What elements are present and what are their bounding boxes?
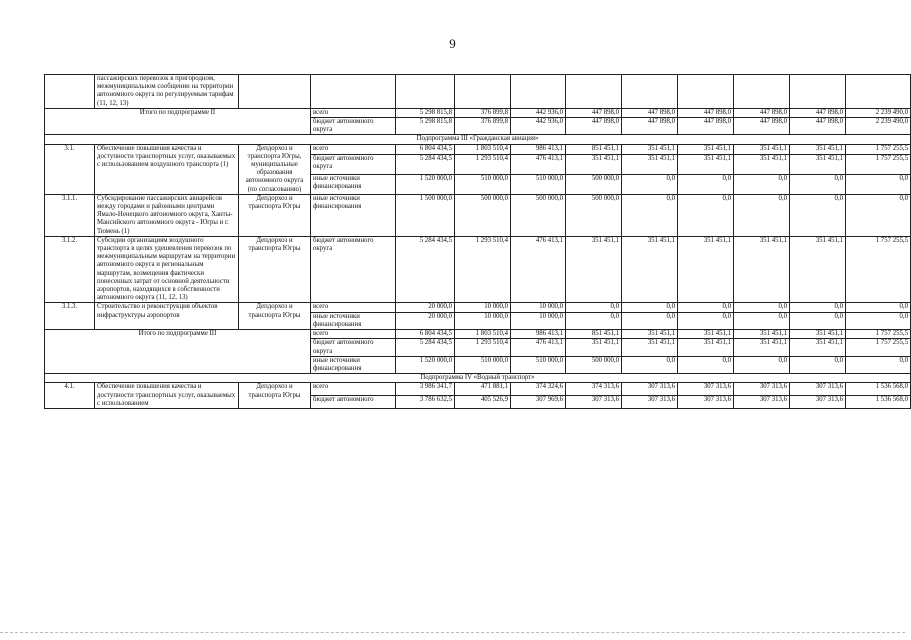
amount-cell: 510 000,0 bbox=[455, 174, 511, 194]
amount-cell: 2 239 490,0 bbox=[846, 108, 911, 117]
funding-source bbox=[311, 75, 396, 109]
amount-cell: 1 520 000,0 bbox=[396, 174, 455, 194]
funding-source: всего bbox=[311, 383, 396, 396]
item-description: Обеспечение повышения качества и доступности транспортных услуг, оказываемых с использованием воздушного транспорта (1) bbox=[95, 144, 239, 194]
amount-cell: 351 451,1 bbox=[678, 236, 734, 303]
amount-cell bbox=[678, 75, 734, 109]
funding-source: бюджет автономного bbox=[311, 396, 396, 409]
amount-cell: 5 298 815,8 bbox=[396, 118, 455, 135]
amount-cell: 351 451,1 bbox=[734, 236, 790, 303]
amount-cell: 0,0 bbox=[734, 194, 790, 236]
amount-cell: 447 898,0 bbox=[622, 118, 678, 135]
section-title: Подпрограмма IV «Водный транспорт» bbox=[45, 374, 911, 383]
amount-cell: 3 786 632,5 bbox=[396, 396, 455, 409]
amount-cell: 0,0 bbox=[622, 312, 678, 329]
amount-cell: 0,0 bbox=[790, 174, 846, 194]
amount-cell: 0,0 bbox=[678, 356, 734, 373]
amount-cell: 510 000,0 bbox=[511, 356, 566, 373]
amount-cell: 447 898,0 bbox=[734, 118, 790, 135]
funding-source: бюджет автономного округа bbox=[311, 236, 396, 303]
amount-cell: 0,0 bbox=[846, 174, 911, 194]
amount-cell: 307 313,6 bbox=[622, 396, 678, 409]
amount-cell: 351 451,1 bbox=[678, 144, 734, 155]
amount-cell: 1 757 255,5 bbox=[846, 144, 911, 155]
amount-cell: 10 000,0 bbox=[511, 303, 566, 312]
amount-cell: 986 413,1 bbox=[511, 330, 566, 339]
amount-cell: 447 898,0 bbox=[566, 118, 622, 135]
amount-cell: 0,0 bbox=[790, 356, 846, 373]
amount-cell: 307 313,6 bbox=[678, 383, 734, 396]
amount-cell: 20 000,0 bbox=[396, 303, 455, 312]
amount-cell: 510 000,0 bbox=[511, 174, 566, 194]
amount-cell: 0,0 bbox=[622, 194, 678, 236]
amount-cell: 0,0 bbox=[566, 312, 622, 329]
funding-source: всего bbox=[311, 303, 396, 312]
funding-source: всего bbox=[311, 144, 396, 155]
amount-cell: 1 803 510,4 bbox=[455, 330, 511, 339]
funding-source: бюджет автономного округа bbox=[311, 155, 396, 175]
amount-cell: 0,0 bbox=[790, 303, 846, 312]
amount-cell: 351 451,1 bbox=[678, 330, 734, 339]
amount-cell: 1 500 000,0 bbox=[396, 194, 455, 236]
amount-cell: 447 898,0 bbox=[790, 108, 846, 117]
amount-cell: 1 757 255,5 bbox=[846, 155, 911, 175]
amount-cell: 1 803 510,4 bbox=[455, 144, 511, 155]
item-number: 3.1.2. bbox=[45, 236, 95, 303]
funding-source: всего bbox=[311, 108, 396, 117]
total-label: Итого по подпрограмме III bbox=[45, 330, 311, 374]
funding-source: иные источники финансирования bbox=[311, 356, 396, 373]
amount-cell: 307 313,6 bbox=[678, 396, 734, 409]
total-row bbox=[45, 330, 911, 339]
amount-cell bbox=[455, 75, 511, 109]
amount-cell: 1 293 510,4 bbox=[455, 236, 511, 303]
executor-cell bbox=[239, 75, 311, 109]
program-funding-table bbox=[44, 74, 911, 409]
amount-cell: 442 936,0 bbox=[511, 118, 566, 135]
section-row bbox=[45, 135, 911, 144]
section-row bbox=[45, 374, 911, 383]
amount-cell: 374 313,6 bbox=[566, 383, 622, 396]
amount-cell: 351 451,1 bbox=[622, 144, 678, 155]
amount-cell: 0,0 bbox=[734, 312, 790, 329]
amount-cell: 351 451,1 bbox=[734, 144, 790, 155]
amount-cell: 500 000,0 bbox=[566, 356, 622, 373]
amount-cell: 500 000,0 bbox=[511, 194, 566, 236]
table-row bbox=[45, 144, 911, 155]
amount-cell: 0,0 bbox=[678, 303, 734, 312]
amount-cell: 307 313,6 bbox=[790, 383, 846, 396]
funding-source: бюджет автономного округа bbox=[311, 118, 396, 135]
item-description: Строительство и реконструкция объектов инфраструктуры аэропортов bbox=[95, 303, 239, 330]
amount-cell: 351 451,1 bbox=[566, 155, 622, 175]
amount-cell: 2 239 490,0 bbox=[846, 118, 911, 135]
amount-cell bbox=[846, 75, 911, 109]
amount-cell: 351 451,1 bbox=[622, 155, 678, 175]
table-row bbox=[45, 236, 911, 303]
amount-cell: 0,0 bbox=[622, 356, 678, 373]
amount-cell: 5 298 815,8 bbox=[396, 108, 455, 117]
amount-cell bbox=[566, 75, 622, 109]
amount-cell: 307 313,6 bbox=[734, 396, 790, 409]
amount-cell: 351 451,1 bbox=[734, 330, 790, 339]
funding-source: всего bbox=[311, 330, 396, 339]
amount-cell: 307 313,6 bbox=[790, 396, 846, 409]
amount-cell: 0,0 bbox=[734, 356, 790, 373]
amount-cell bbox=[734, 75, 790, 109]
amount-cell: 307 969,6 bbox=[511, 396, 566, 409]
amount-cell: 1 536 568,0 bbox=[846, 396, 911, 409]
amount-cell: 0,0 bbox=[846, 356, 911, 373]
amount-cell: 5 284 434,5 bbox=[396, 339, 455, 356]
item-description: пассажирских перевозок в пригородном, межмуниципальном сообщении на территории автономного округа по регулируемым тарифам (11, 12, 13) bbox=[95, 75, 239, 109]
amount-cell: 0,0 bbox=[846, 312, 911, 329]
amount-cell bbox=[622, 75, 678, 109]
amount-cell: 986 413,1 bbox=[511, 144, 566, 155]
scan-edge-line bbox=[0, 632, 905, 633]
executor-cell: Депдорхоз и транспорта Югры bbox=[239, 383, 311, 409]
amount-cell: 307 313,6 bbox=[734, 383, 790, 396]
amount-cell: 351 451,1 bbox=[678, 339, 734, 356]
item-description: Обеспечение повышения качества и доступности транспортных услуг, оказываемых с использованием bbox=[95, 383, 239, 409]
item-number: 4.1. bbox=[45, 383, 95, 409]
amount-cell: 0,0 bbox=[566, 303, 622, 312]
amount-cell: 351 451,1 bbox=[734, 339, 790, 356]
total-label: Итого по подпрограмме II bbox=[45, 108, 311, 135]
amount-cell: 351 451,1 bbox=[790, 144, 846, 155]
amount-cell: 376 899,8 bbox=[455, 118, 511, 135]
amount-cell: 351 451,1 bbox=[790, 339, 846, 356]
funding-source: иные источники финансирования bbox=[311, 194, 396, 236]
amount-cell: 447 898,0 bbox=[678, 118, 734, 135]
amount-cell: 447 898,0 bbox=[678, 108, 734, 117]
amount-cell: 510 000,0 bbox=[455, 356, 511, 373]
funding-source: иные источники финансирования bbox=[311, 312, 396, 329]
amount-cell: 0,0 bbox=[790, 194, 846, 236]
amount-cell: 10 000,0 bbox=[455, 312, 511, 329]
amount-cell: 10 000,0 bbox=[511, 312, 566, 329]
executor-cell: Депдорхоз и транспорта Югры bbox=[239, 194, 311, 236]
table-row bbox=[45, 194, 911, 236]
amount-cell: 0,0 bbox=[734, 174, 790, 194]
amount-cell: 442 936,0 bbox=[511, 108, 566, 117]
amount-cell: 5 284 434,5 bbox=[396, 155, 455, 175]
amount-cell: 10 000,0 bbox=[455, 303, 511, 312]
amount-cell: 851 451,1 bbox=[566, 144, 622, 155]
amount-cell: 1 757 255,5 bbox=[846, 236, 911, 303]
amount-cell bbox=[511, 75, 566, 109]
amount-cell: 1 293 510,4 bbox=[455, 339, 511, 356]
amount-cell bbox=[790, 75, 846, 109]
page-number: 9 bbox=[449, 36, 456, 51]
amount-cell: 0,0 bbox=[678, 194, 734, 236]
amount-cell: 476 413,1 bbox=[511, 236, 566, 303]
amount-cell: 351 451,1 bbox=[734, 155, 790, 175]
amount-cell: 500 000,0 bbox=[455, 194, 511, 236]
amount-cell: 500 000,0 bbox=[566, 174, 622, 194]
amount-cell: 351 451,1 bbox=[566, 339, 622, 356]
amount-cell: 476 413,1 bbox=[511, 155, 566, 175]
amount-cell: 3 986 341,7 bbox=[396, 383, 455, 396]
amount-cell: 447 898,0 bbox=[734, 108, 790, 117]
amount-cell: 0,0 bbox=[622, 303, 678, 312]
amount-cell: 0,0 bbox=[678, 312, 734, 329]
amount-cell: 1 293 510,4 bbox=[455, 155, 511, 175]
amount-cell: 351 451,1 bbox=[622, 330, 678, 339]
amount-cell: 351 451,1 bbox=[678, 155, 734, 175]
item-number: 3.1. bbox=[45, 144, 95, 194]
amount-cell: 0,0 bbox=[734, 303, 790, 312]
amount-cell: 500 000,0 bbox=[566, 194, 622, 236]
amount-cell: 307 313,6 bbox=[622, 383, 678, 396]
amount-cell: 1 757 255,5 bbox=[846, 339, 911, 356]
amount-cell: 6 804 434,5 bbox=[396, 330, 455, 339]
table-row bbox=[45, 75, 911, 109]
amount-cell: 0,0 bbox=[846, 194, 911, 236]
executor-cell: Депдорхоз и транспорта Югры bbox=[239, 303, 311, 330]
item-number: 3.1.3. bbox=[45, 303, 95, 330]
amount-cell: 376 899,8 bbox=[455, 108, 511, 117]
amount-cell: 405 526,9 bbox=[455, 396, 511, 409]
amount-cell bbox=[396, 75, 455, 109]
amount-cell: 351 451,1 bbox=[566, 236, 622, 303]
amount-cell: 1 520 000,0 bbox=[396, 356, 455, 373]
amount-cell: 471 881,1 bbox=[455, 383, 511, 396]
amount-cell: 447 898,0 bbox=[790, 118, 846, 135]
section-title: Подпрограмма III «Гражданская авиация» bbox=[45, 135, 911, 144]
amount-cell: 0,0 bbox=[790, 312, 846, 329]
funding-source: иные источники финансирования bbox=[311, 174, 396, 194]
amount-cell: 476 413,1 bbox=[511, 339, 566, 356]
item-number bbox=[45, 75, 95, 109]
item-description: Субсидирование пассажирских авиарейсов между городами и районными центрами Ямало-Ненецкого автономного округа, Ханты-Мансийского автономного округа - Югры и г. Тюмень (1) bbox=[95, 194, 239, 236]
table-row bbox=[45, 303, 911, 312]
amount-cell: 351 451,1 bbox=[622, 339, 678, 356]
amount-cell: 447 898,0 bbox=[622, 108, 678, 117]
funding-source: бюджет автономного округа bbox=[311, 339, 396, 356]
amount-cell: 5 284 434,5 bbox=[396, 236, 455, 303]
amount-cell: 6 804 434,5 bbox=[396, 144, 455, 155]
amount-cell: 1 757 255,5 bbox=[846, 330, 911, 339]
amount-cell: 374 324,6 bbox=[511, 383, 566, 396]
amount-cell: 307 313,6 bbox=[566, 396, 622, 409]
table-row bbox=[45, 383, 911, 396]
item-description: Субсидии организациям воздушного транспорта в целях удешевления перевозок по межмуниципальным маршрутам на территории автономного округа и региональным маршрутам, возмещения фактически понесенных затрат от основной деятельности аэропортов, находящихся в собственности автономного округа (11, 12, 13) bbox=[95, 236, 239, 303]
amount-cell: 20 000,0 bbox=[396, 312, 455, 329]
amount-cell: 351 451,1 bbox=[790, 155, 846, 175]
amount-cell: 447 898,0 bbox=[566, 108, 622, 117]
amount-cell: 0,0 bbox=[678, 174, 734, 194]
amount-cell: 1 536 568,0 bbox=[846, 383, 911, 396]
total-row bbox=[45, 108, 911, 117]
amount-cell: 351 451,1 bbox=[790, 236, 846, 303]
amount-cell: 0,0 bbox=[622, 174, 678, 194]
amount-cell: 351 451,1 bbox=[790, 330, 846, 339]
item-number: 3.1.1. bbox=[45, 194, 95, 236]
executor-cell: Депдорхоз и транспорта Югры, муниципальные образования автономного округа (по согласованию) bbox=[239, 144, 311, 194]
executor-cell: Депдорхоз и транспорта Югры bbox=[239, 236, 311, 303]
amount-cell: 0,0 bbox=[846, 303, 911, 312]
amount-cell: 851 451,1 bbox=[566, 330, 622, 339]
amount-cell: 351 451,1 bbox=[622, 236, 678, 303]
